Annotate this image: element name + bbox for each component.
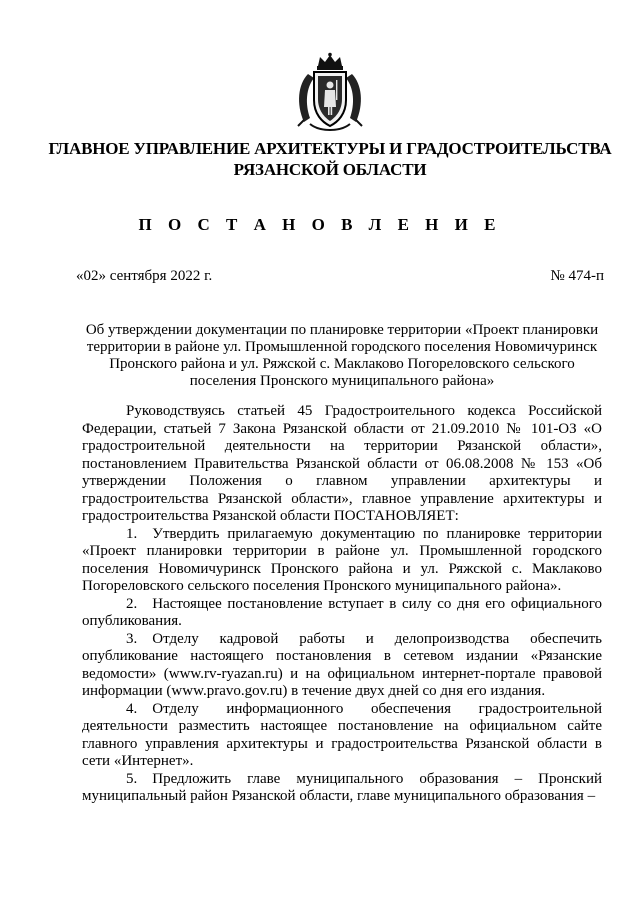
document-date: «02» сентября 2022 г. (76, 268, 213, 284)
document-type-title: П О С Т А Н О В Л Е Н И Е (138, 215, 502, 234)
item-2-paragraph: 2. Настоящее постановление вступает в силу со дня его официального опубликования. (82, 595, 602, 629)
org-line-2: РЯЗАНСКОЙ ОБЛАСТИ (233, 160, 427, 179)
item-5-paragraph: 5. Предложить главе муниципального образования – Пронский муниципальный район Рязанской области, главе муниципального образования – (82, 770, 602, 804)
item-1-paragraph: 1. Утвердить прилагаемую документацию по планировке территории «Проект планировки территории в районе ул. Промышленной городского поселения Новомичуринск Пронского района и ул. Ряжской с. Маклаково Погореловского сельского поселения Пронского муниципального района». (82, 525, 602, 594)
preamble-paragraph: Руководствуясь статьей 45 Градостроительного кодекса Российской Федерации, статьей 7 Закона Рязанской области от 21.09.2010 № 101-ОЗ «О градостроительной деятельности на территории Рязанской области», постановлением Правительства Рязанской области от 06.08.2008 № 153 «Об утверждении Положения о главном управлении архитектуры и градостроительства Рязанской области», главное управление архитектуры и градостроительства Рязанской области ПОСТАНОВЛЯЕТ: (82, 403, 602, 524)
org-line-1: ГЛАВНОЕ УПРАВЛЕНИЕ АРХИТЕКТУРЫ И ГРАДОСТРОИТЕЛЬСТВА (48, 139, 612, 158)
document-subject: Об утверждении документации по планировке территории «Проект планировки территории в районе ул. Промышленной городского поселения Новомичуринск Пронского района и ул. Ряжской с. Маклаково Погореловского сельского поселения Пронского муниципального района» (85, 322, 599, 389)
date-number-line (76, 268, 604, 285)
item-4-paragraph: 4. Отделу информационного обеспечения градостроительной деятельности разместить настоящее постановление на официальном сайте главного управления архитектуры и градостроительства Рязанской области в сети «Интернет». (82, 700, 602, 769)
document-body (82, 403, 602, 806)
coat-of-arms-icon (290, 52, 370, 134)
organization-name (30, 138, 630, 180)
document-number: № 474-п (550, 268, 604, 284)
item-3-paragraph: 3. Отделу кадровой работы и делопроизводства обеспечить опубликование настоящего постановления в сетевом издании «Рязанские ведомости» (www.rv-ryazan.ru) и на официальном интернет-портале правовой информации (www.pravo.gov.ru) в течение двух дней со дня его издания. (82, 630, 602, 699)
